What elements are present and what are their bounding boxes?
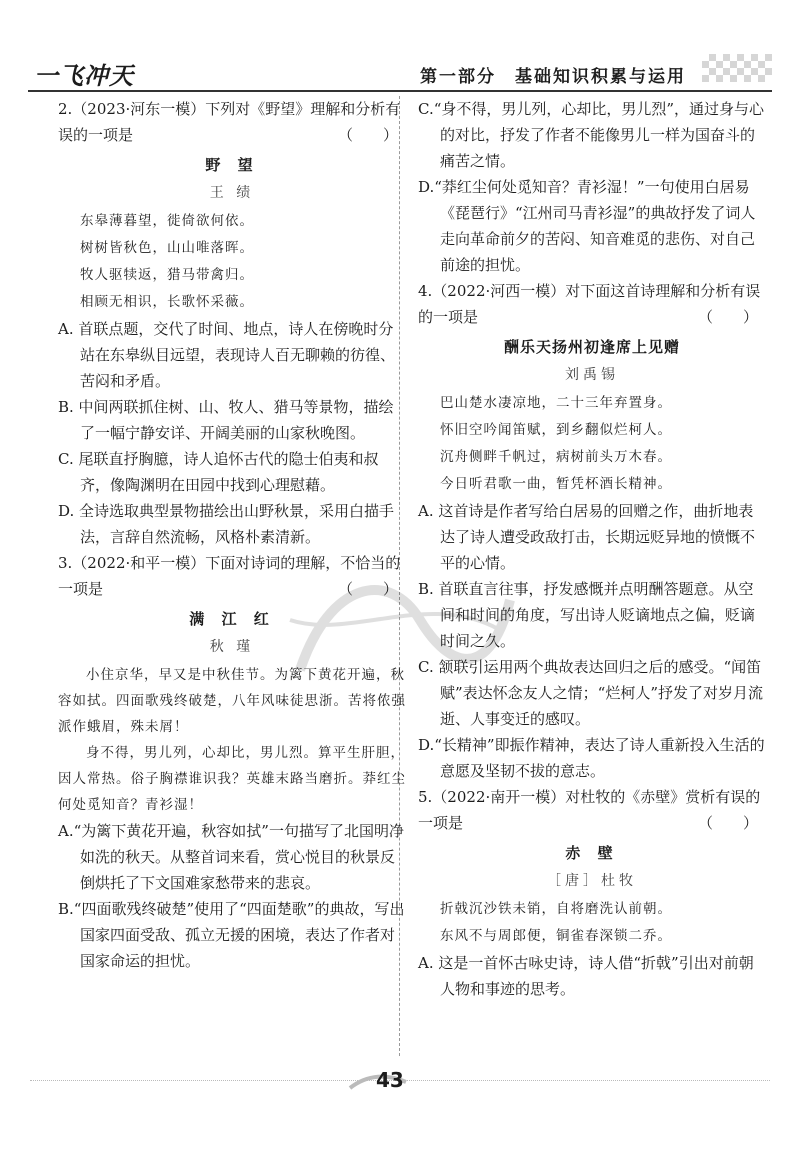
page-header	[28, 48, 772, 92]
answer-paren[interactable]: （ ）	[697, 814, 758, 832]
question-4	[418, 278, 766, 784]
poem-line: 东风不与周郎便，铜雀春深锁二乔。	[440, 928, 672, 944]
poem-title: 野 望	[205, 156, 259, 174]
ci-stanza: 小住京华，早又是中秋佳节。为篱下黄花开遍，秋容如拭。四面歌残终破楚，八年风味徒思浙。苦将侬强派作蛾眉，殊未屑！	[58, 667, 406, 735]
poem-line: 沉舟侧畔千帆过，病树前头万木春。	[440, 449, 672, 465]
poem-line: 怀旧空吟闻笛赋，到乡翻似烂柯人。	[440, 422, 672, 438]
option-c: C.“身不得，男儿列，心却比，男儿烈”，通过身与心的对比，抒发了作者不能像男儿一样为国奋斗的痛苦之情。	[418, 100, 765, 170]
poem-title: 赤 壁	[565, 844, 619, 862]
option-c: C. 颔联引运用两个典故表达回归之后的感受。“闻笛赋”表达怀念友人之情；“烂柯人”抒发了对岁月流逝、人事变迁的感叹。	[418, 658, 764, 728]
option-a: A.“为篱下黄花开遍，秋容如拭”一句描写了北国明净如洗的秋天。从整首词来看，赏心悦目的秋景反倒烘托了下文国难家愁带来的悲哀。	[58, 822, 404, 892]
poem-line: 牧人驱犊返，猎马带禽归。	[80, 267, 254, 283]
poem-line: 树树皆秋色，山山唯落晖。	[80, 240, 254, 256]
option-d: D.“莽红尘何处觅知音？青衫湿！”一句使用白居易《琵琶行》“江州司马青衫湿”的典故抒发了词人走向革命前夕的苦闷、知音难觅的悲伤、对自己前途的担忧。	[418, 178, 756, 274]
poem-line: 巴山楚水凄凉地，二十三年弃置身。	[440, 395, 672, 411]
option-c: C. 尾联直抒胸臆，诗人追怀古代的隐士伯夷和叔齐，像陶渊明在田园中找到心理慰藉。	[58, 450, 379, 494]
poem-author: 秋 瑾	[209, 639, 255, 655]
option-b: B. 中间两联抓住树、山、牧人、猎马等景物，描绘了一幅宁静安详、开阔美丽的山家秋晚图。	[58, 398, 394, 442]
answer-paren[interactable]: （ ）	[337, 580, 398, 598]
option-a: A. 这是一首怀古咏史诗，诗人借“折戟”引出对前朝人物和事迹的思考。	[418, 954, 754, 998]
question-3	[58, 550, 406, 974]
option-d: D. 全诗选取典型景物描绘出山野秋景，采用白描手法，言辞自然流畅，风格朴素清新。	[58, 502, 395, 546]
checker-pattern-icon	[702, 54, 772, 82]
question-4-stem: 4.（2022·河西一模）对下面这首诗理解和分析有误的一项是 （ ）	[418, 278, 766, 330]
page-footer	[0, 1066, 800, 1096]
poem-author: 王 绩	[209, 185, 255, 201]
poem-line: 折戟沉沙铁未销，自将磨洗认前朝。	[440, 901, 672, 917]
option-b: B. 首联直言往事，抒发感慨并点明酬答题意。从空间和时间的角度，写出诗人贬谪地点之偏，贬谪时间之久。	[418, 580, 756, 650]
question-3-stem: 3.（2022·和平一模）下面对诗词的理解，不恰当的一项是 （ ）	[58, 550, 406, 602]
question-5	[418, 784, 766, 1002]
poem-line: 相顾无相识，长歌怀采薇。	[80, 294, 254, 310]
answer-paren[interactable]: （ ）	[337, 126, 398, 144]
right-column	[418, 96, 766, 1002]
part-title: 第一部分 基础知识积累与运用	[420, 67, 686, 87]
question-2	[58, 96, 406, 550]
question-5-stem: 5.（2022·南开一模）对杜牧的《赤壁》赏析有误的一项是 （ ）	[418, 784, 766, 836]
poem-title: 满 江 红	[189, 610, 275, 628]
left-column	[58, 96, 406, 974]
option-b: B.“四面歌残终破楚”使用了“四面楚歌”的典故，写出国家四面受敌、孤立无援的困境，表达了作者对国家命运的担忧。	[58, 900, 405, 970]
ci-stanza: 身不得，男儿列，心却比，男儿烈。算平生肝胆，因人常热。俗子胸襟谁识我？英雄末路当磨折。莽红尘何处觅知音？青衫湿！	[58, 745, 406, 813]
page-number: 43	[376, 1068, 404, 1092]
option-a: A. 首联点题，交代了时间、地点，诗人在傍晚时分站在东皋纵目远望，表现诗人百无聊赖的彷徨、苦闷和矛盾。	[58, 320, 396, 390]
poem-title: 酬乐天扬州初逢席上见赠	[503, 338, 680, 356]
question-2-stem: 2.（2023·河东一模）下列对《野望》理解和分析有误的一项是 （ ）	[58, 96, 406, 148]
poem-author: ［唐］杜牧	[547, 873, 637, 889]
option-a: A. 这首诗是作者写给白居易的回赠之作，曲折地表达了诗人遭受政敌打击，长期远贬异地的愤慨不平的心情。	[418, 502, 756, 572]
poem-line: 今日听君歌一曲，暂凭杯酒长精神。	[440, 476, 672, 492]
header-rule	[28, 90, 772, 92]
option-d: D.“长精神”即振作精神，表达了诗人重新投入生活的意愿及坚韧不拔的意志。	[418, 736, 765, 780]
poem-author: 刘禹锡	[565, 367, 619, 383]
answer-paren[interactable]: （ ）	[697, 308, 758, 326]
poem-line: 东皋薄暮望，徙倚欲何依。	[80, 213, 254, 229]
series-logo: 一飞冲天	[34, 62, 134, 90]
